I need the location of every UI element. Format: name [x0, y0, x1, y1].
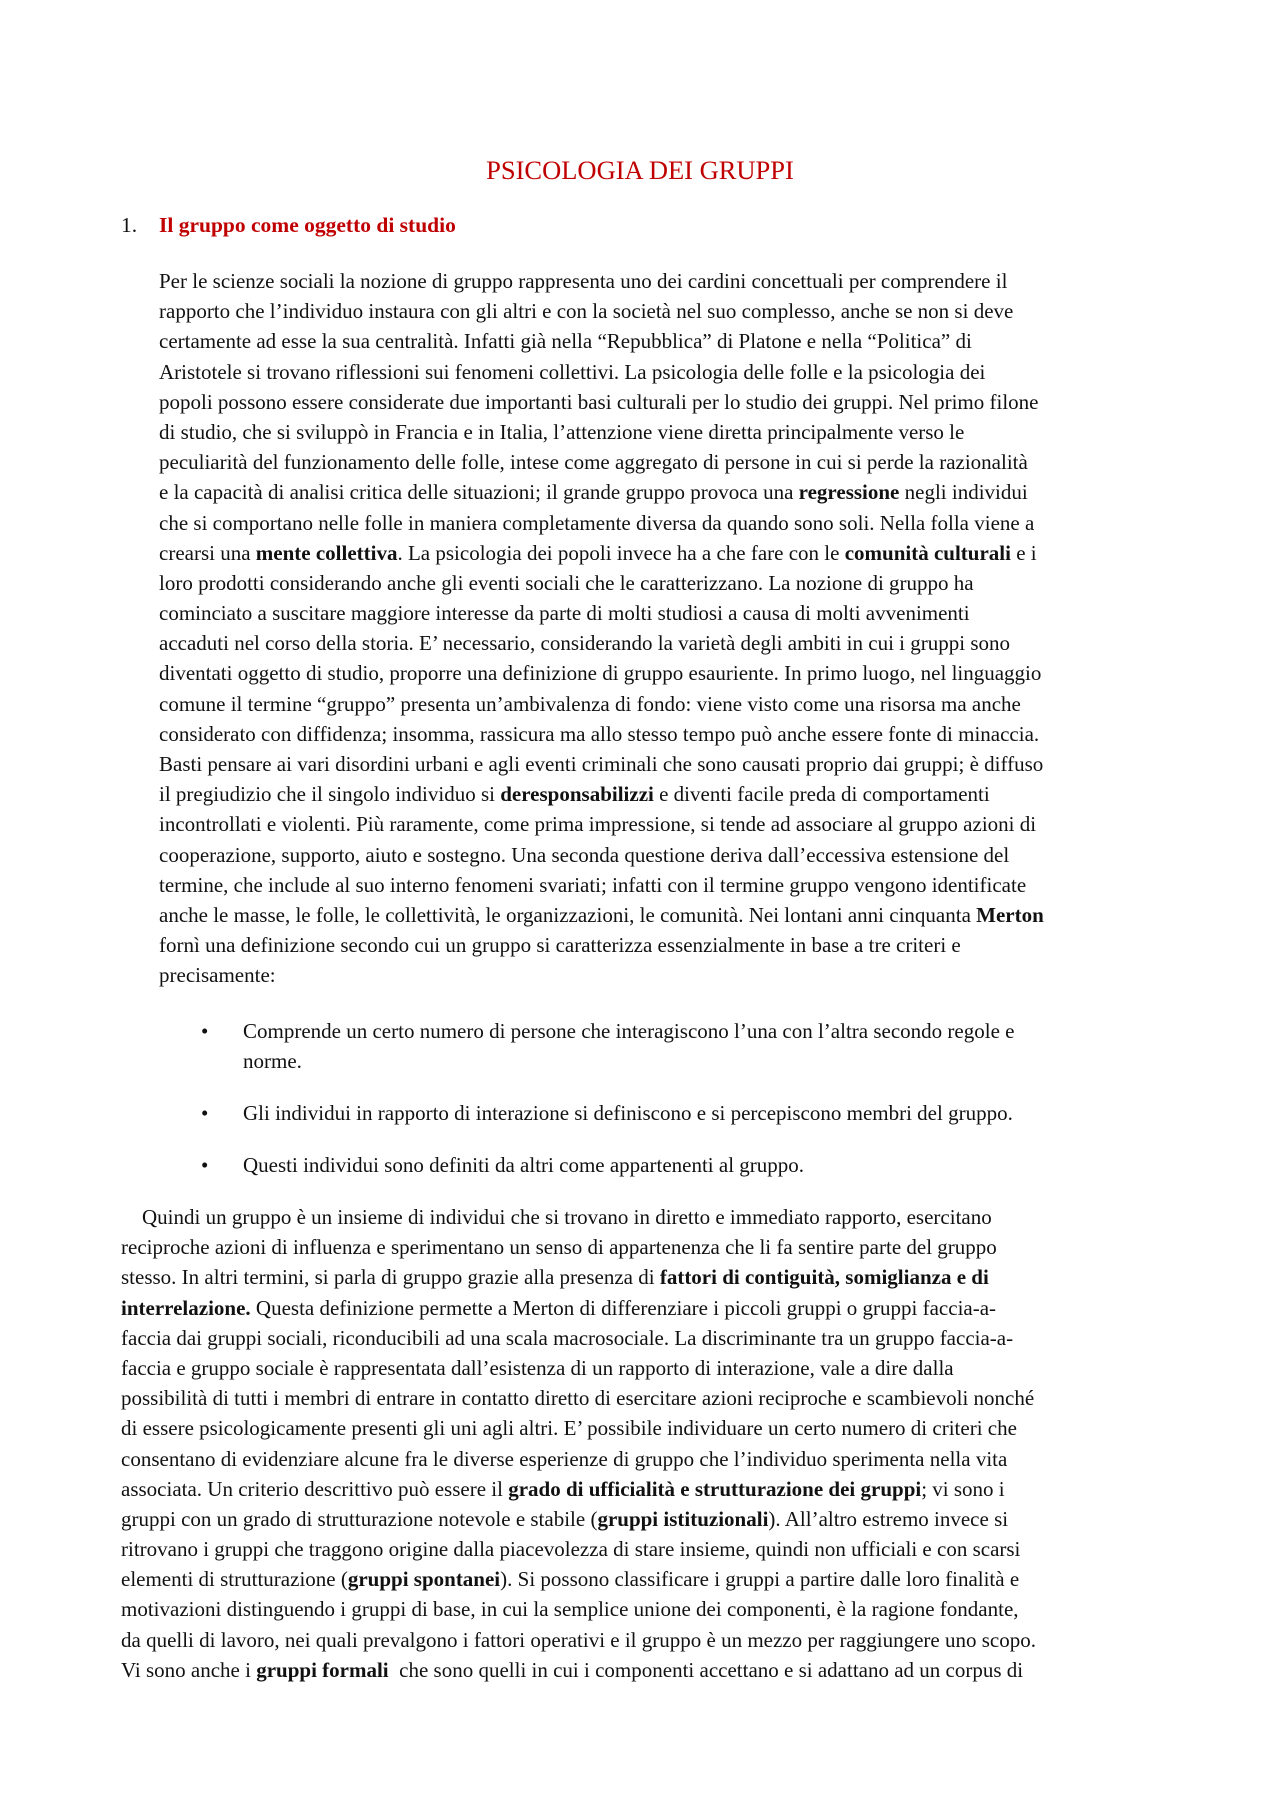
paragraph-line — [159, 508, 1044, 538]
text-run: che sono quelli in cui i componenti accettano e si adattano ad un corpus di — [388, 1657, 1024, 1682]
bold-term: gruppi formali — [256, 1657, 389, 1682]
paragraph-line — [159, 930, 1044, 960]
paragraph-line — [159, 689, 1044, 719]
text-run: reciproche azioni di influenza e sperimentano un senso di appartenenza che li fa sentire parte del gruppo — [121, 1235, 997, 1260]
text-run: accaduti nel corso della storia. E’ necessario, considerando la varietà degli ambiti in cui i gruppi sono — [159, 631, 1010, 656]
paragraph-line — [121, 1474, 1036, 1504]
text-run: Vi sono anche i — [121, 1657, 257, 1682]
list-item — [159, 1150, 1014, 1180]
text-run: consentano di evidenziare alcune fra le diverse esperienze di gruppo che l’individuo sperimenta nella vita — [121, 1446, 1008, 1471]
text-run: termine, che include al suo interno fenomeni svariati; infatti con il termine gruppo vengono identificate — [159, 872, 1027, 897]
bold-term: fattori di contiguità, somiglianza e di — [659, 1265, 989, 1290]
paragraph-intro — [159, 266, 1044, 991]
list-item — [159, 1016, 1014, 1076]
document-title: PSICOLOGIA DEI GRUPPI — [486, 155, 794, 185]
paragraph-line — [159, 749, 1044, 779]
paragraph-line — [121, 1655, 1036, 1685]
text-run: che si comportano nelle folle in maniera completamente diversa da quando sono soli. Nella folla viene a — [159, 510, 1035, 535]
paragraph-line — [159, 628, 1044, 658]
list-item-text: norme. — [243, 1049, 302, 1073]
text-run: e la capacità di analisi critica delle situazioni; il grande gruppo provoca una — [159, 480, 799, 505]
paragraph-line — [159, 870, 1044, 900]
text-run: da quelli di lavoro, nei quali prevalgono i fattori operativi e il gruppo è un mezzo per raggiungere uno scopo. — [121, 1627, 1036, 1652]
text-run: cominciato a suscitare maggiore interesse da parte di molti studiosi a causa di molti avvenimenti — [159, 601, 970, 626]
text-run: Questa definizione permette a Merton di differenziare i piccoli gruppi o gruppi faccia-a- — [250, 1295, 997, 1320]
paragraph-line — [159, 266, 1044, 296]
paragraph-line — [121, 1323, 1036, 1353]
bullet-icon: • — [201, 1019, 209, 1043]
text-run: stesso. In altri termini, si parla di gruppo grazie alla presenza di — [121, 1265, 660, 1290]
section-number: 1. — [121, 213, 138, 237]
paragraph-line — [159, 447, 1044, 477]
bold-term: grado di ufficialità e strutturazione dei gruppi — [508, 1476, 922, 1501]
text-run: Per le scienze sociali la nozione di gruppo rappresenta uno dei cardini concettuali per comprendere il — [159, 269, 1008, 293]
text-run: e i — [1010, 540, 1037, 565]
paragraph-line — [159, 960, 1044, 990]
paragraph-line — [159, 357, 1044, 387]
bold-term: Merton — [976, 902, 1044, 927]
paragraph-line — [159, 779, 1044, 809]
text-run: faccia e gruppo sociale è rappresentata dall’esistenza di un rapporto di interazione, vale a dire dalla — [121, 1355, 954, 1380]
bold-term: mente collettiva — [255, 540, 398, 565]
paragraph-line — [159, 658, 1044, 688]
paragraph-line — [159, 598, 1044, 628]
text-run: diventati oggetto di studio, proporre una definizione di gruppo esauriente. In primo luogo, nel linguaggio — [159, 661, 1042, 686]
paragraph-line — [159, 477, 1044, 507]
text-run: incontrollati e violenti. Più raramente, come prima impressione, si tende ad associare al gruppo azioni di — [159, 812, 1037, 837]
paragraph-line — [121, 1625, 1036, 1655]
paragraph-line — [159, 840, 1044, 870]
paragraph-line — [121, 1413, 1036, 1443]
list-item-text: Questi individui sono definiti da altri come appartenenti al gruppo. — [243, 1153, 805, 1177]
text-run: considerato con diffidenza; insomma, rassicura ma allo stesso tempo può anche essere fonte di minaccia. — [159, 721, 1040, 746]
text-run: loro prodotti considerando anche gli eventi sociali che le caratterizzano. La nozione di gruppo ha — [159, 570, 974, 595]
text-run: crearsi una — [159, 540, 256, 565]
paragraph-line — [121, 1202, 1036, 1232]
paragraph-line — [159, 296, 1044, 326]
bold-term: interrelazione. — [121, 1295, 251, 1320]
bold-term: gruppi spontanei — [347, 1567, 501, 1592]
paragraph-line — [159, 568, 1044, 598]
text-run: di essere psicologicamente presenti gli uni agli altri. E’ possibile individuare un certo numero di criteri che — [121, 1416, 1017, 1441]
text-run: . La psicologia dei popoli invece ha a che fare con le — [397, 540, 845, 565]
text-run: anche le masse, le folle, le collettività, le organizzazioni, le comunità. Nei lontani anni cinquanta — [159, 902, 977, 927]
text-run: di studio, che si sviluppò in Francia e in Italia, l’attenzione viene diretta principalmente verso le — [159, 419, 965, 444]
text-run: Aristotele si trovano riflessioni sui fenomeni collettivi. La psicologia delle folle e la psicologia dei — [159, 359, 986, 384]
text-run: negli individui — [899, 480, 1028, 505]
paragraph-line — [159, 809, 1044, 839]
list-item — [159, 1098, 1014, 1128]
section-heading-text: Il gruppo come oggetto di studio — [159, 213, 456, 237]
paragraph-line — [159, 719, 1044, 749]
text-run: cooperazione, supporto, aiuto e sostegno. Una seconda questione deriva dall’eccessiva estensione del — [159, 842, 1010, 867]
text-run: popoli possono essere considerate due importanti basi culturali per lo studio dei gruppi. Nel primo filone — [159, 389, 1039, 414]
paragraph-line — [121, 1594, 1036, 1624]
paragraph-line — [121, 1353, 1036, 1383]
text-run: fornì una definizione secondo cui un gruppo si caratterizza essenzialmente in base a tre criteri e — [159, 933, 961, 958]
text-run: peculiarità del funzionamento delle folle, intese come aggregato di persone in cui si perde la razionalità — [159, 450, 1028, 475]
text-run: il pregiudizio che il singolo individuo si — [159, 782, 501, 807]
text-run: rapporto che l’individuo instaura con gli altri e con la società nel suo complesso, anche se non si deve — [159, 299, 1014, 324]
text-run: ). Si possono classificare i gruppi a partire dalle loro finalità e — [500, 1567, 1020, 1592]
bold-term: regressione — [798, 480, 900, 505]
paragraph-line — [121, 1534, 1036, 1564]
paragraph-line — [121, 1564, 1036, 1594]
list-item-text: Comprende un certo numero di persone che interagiscono l’una con l’altra secondo regole e — [243, 1019, 1015, 1043]
bold-term: deresponsabilizzi — [500, 782, 654, 807]
paragraph-line — [159, 538, 1044, 568]
paragraph-line — [159, 417, 1044, 447]
bullet-icon: • — [201, 1153, 209, 1177]
bullet-icon: • — [201, 1101, 209, 1125]
text-run: certamente ad esse la sua centralità. Infatti già nella “Repubblica” di Platone e nella “Politica” di — [159, 329, 972, 354]
text-run: elementi di strutturazione ( — [121, 1567, 348, 1592]
paragraph-line — [159, 900, 1044, 930]
text-run: associata. Un criterio descrittivo può essere il — [121, 1476, 509, 1501]
text-run: motivazioni distinguendo i gruppi di base, in cui la semplice unione dei componenti, è la ragione fondante, — [121, 1597, 1019, 1622]
text-run: e diventi facile preda di comportamenti — [653, 782, 990, 807]
paragraph-line — [121, 1262, 1036, 1292]
paragraph-definition — [121, 1202, 1036, 1685]
text-run: Quindi un gruppo è un insieme di individui che si trovano in diretto e immediato rapporto, esercitano — [121, 1205, 992, 1229]
section-heading — [121, 210, 456, 240]
paragraph-line — [159, 387, 1044, 417]
paragraph-line — [121, 1383, 1036, 1413]
bold-term: gruppi istituzionali — [597, 1506, 769, 1531]
text-run: Basti pensare ai vari disordini urbani e agli eventi criminali che sono causati proprio dai gruppi; è diffuso — [159, 752, 1044, 776]
paragraph-line — [159, 326, 1044, 356]
bold-term: comunità culturali — [844, 540, 1011, 565]
text-run: ritrovano i gruppi che traggono origine dalla piacevolezza di stare insieme, quindi non ufficiali e con scarsi — [121, 1537, 1021, 1562]
text-run: precisamente: — [159, 963, 276, 988]
text-run: gruppi con un grado di strutturazione notevole e stabile ( — [121, 1506, 598, 1531]
text-run: ). All’altro estremo invece si — [768, 1506, 1009, 1531]
paragraph-line — [121, 1504, 1036, 1534]
text-run: ; vi sono i — [921, 1476, 1005, 1501]
text-run: possibilità di tutti i membri di entrare in contatto diretto di esercitare azioni reciproche e scambievoli nonché — [121, 1386, 1035, 1411]
list-item-text: Gli individui in rapporto di interazione si definiscono e si percepiscono membri del gruppo. — [243, 1101, 1013, 1125]
criteria-list — [159, 1016, 1014, 1202]
paragraph-line — [121, 1232, 1036, 1262]
paragraph-line — [121, 1293, 1036, 1323]
paragraph-line — [121, 1444, 1036, 1474]
text-run: faccia dai gruppi sociali, riconducibili ad una scala macrosociale. La discriminante tra un gruppo faccia-a- — [121, 1325, 1014, 1350]
text-run: comune il termine “gruppo” presenta un’ambivalenza di fondo: viene visto come una risorsa ma anche — [159, 691, 1021, 716]
